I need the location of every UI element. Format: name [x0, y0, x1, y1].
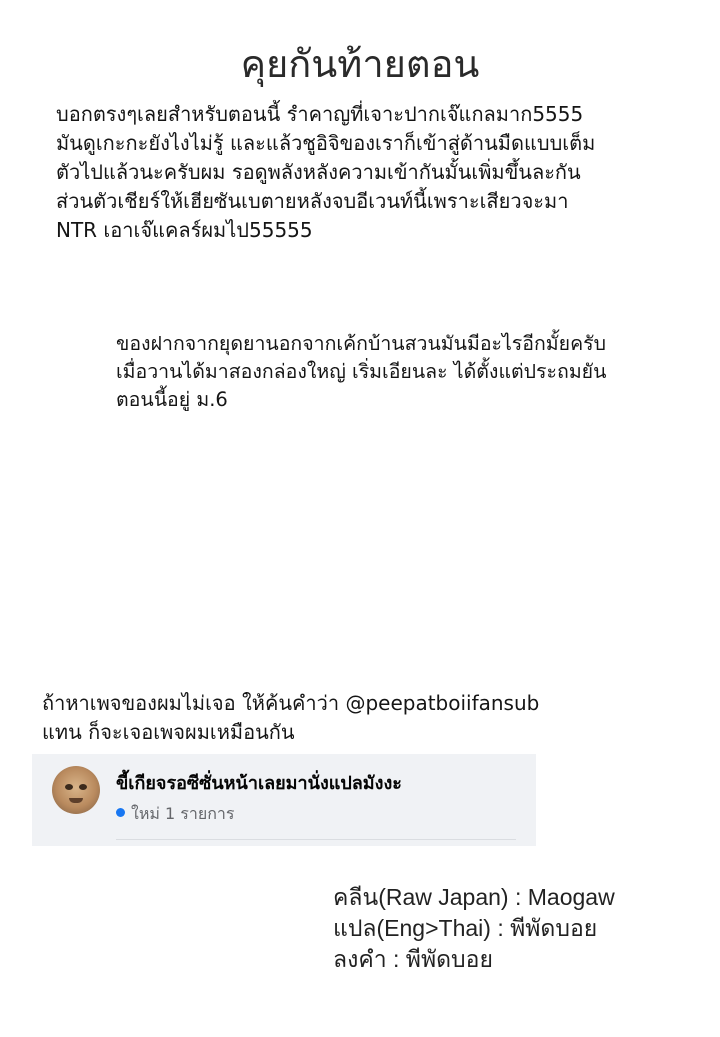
- text-line: แทน ก็จะเจอเพจผมเหมือนกัน: [42, 720, 295, 744]
- page-search-hint: [42, 689, 539, 747]
- credit-typesetter: ลงคำ : พีพัดบอย: [333, 946, 493, 972]
- notification-count: ใหม่ 1 รายการ: [131, 804, 235, 823]
- text-line: ตอนนี้อยู่ ม.6: [116, 388, 228, 411]
- text-line: ของฝากจากยุดยานอกจากเค้กบ้านสวนมันมีอะไรอีกมั้ยครับ: [116, 332, 606, 355]
- credit-cleaner: คลีน(Raw Japan) : Maogaw: [333, 884, 615, 910]
- text-line: NTR เอาเจ๊แคลร์ผมไป55555: [56, 218, 313, 242]
- text-line: ถ้าหาเพจของผมไม่เจอ ให้ค้นคำว่า @peepatboiifansub: [42, 691, 540, 715]
- avatar-eye: [65, 784, 73, 790]
- unread-dot-icon: [116, 808, 125, 817]
- notification-status: [116, 802, 234, 827]
- page-title: คุยกันท้ายตอน: [240, 42, 480, 86]
- question-paragraph: [116, 330, 606, 414]
- avatar-eye: [79, 784, 87, 790]
- credits-block: [333, 882, 615, 975]
- avatar-mouth: [69, 798, 83, 803]
- author-note-paragraph: [56, 100, 595, 245]
- text-line: เมื่อวานได้มาสองกล่องใหญ่ เริ่มเอียนละ ได้ตั้งแต่ประถมยัน: [116, 360, 607, 383]
- cat-avatar-icon[interactable]: [52, 766, 100, 814]
- credit-translator: แปล(Eng>Thai) : พีพัดบอย: [333, 915, 598, 941]
- text-line: บอกตรงๆเลยสำหรับตอนนี้ รำคาญที่เจาะปากเจ๊แกลมาก5555: [56, 102, 584, 126]
- facebook-page-card[interactable]: [32, 754, 536, 846]
- divider: [116, 839, 516, 840]
- text-line: ส่วนตัวเชียร์ให้เฮียซันเบตายหลังจบอีเวนท์นี้เพราะเสียวจะมา: [56, 189, 569, 213]
- text-line: มันดูเกะกะยังไงไม่รู้ และแล้วชูอิจิของเราก็เข้าสู่ด้านมืดแบบเต็ม: [56, 131, 596, 155]
- page-name[interactable]: ขี้เกียจรอซีซั่นหน้าเลยมานั่งแปลมังงะ: [116, 773, 402, 794]
- text-line: ตัวไปแล้วนะครับผม รอดูพลังหลังความเข้ากันมั้นเพิ่มขึ้นละกัน: [56, 160, 581, 184]
